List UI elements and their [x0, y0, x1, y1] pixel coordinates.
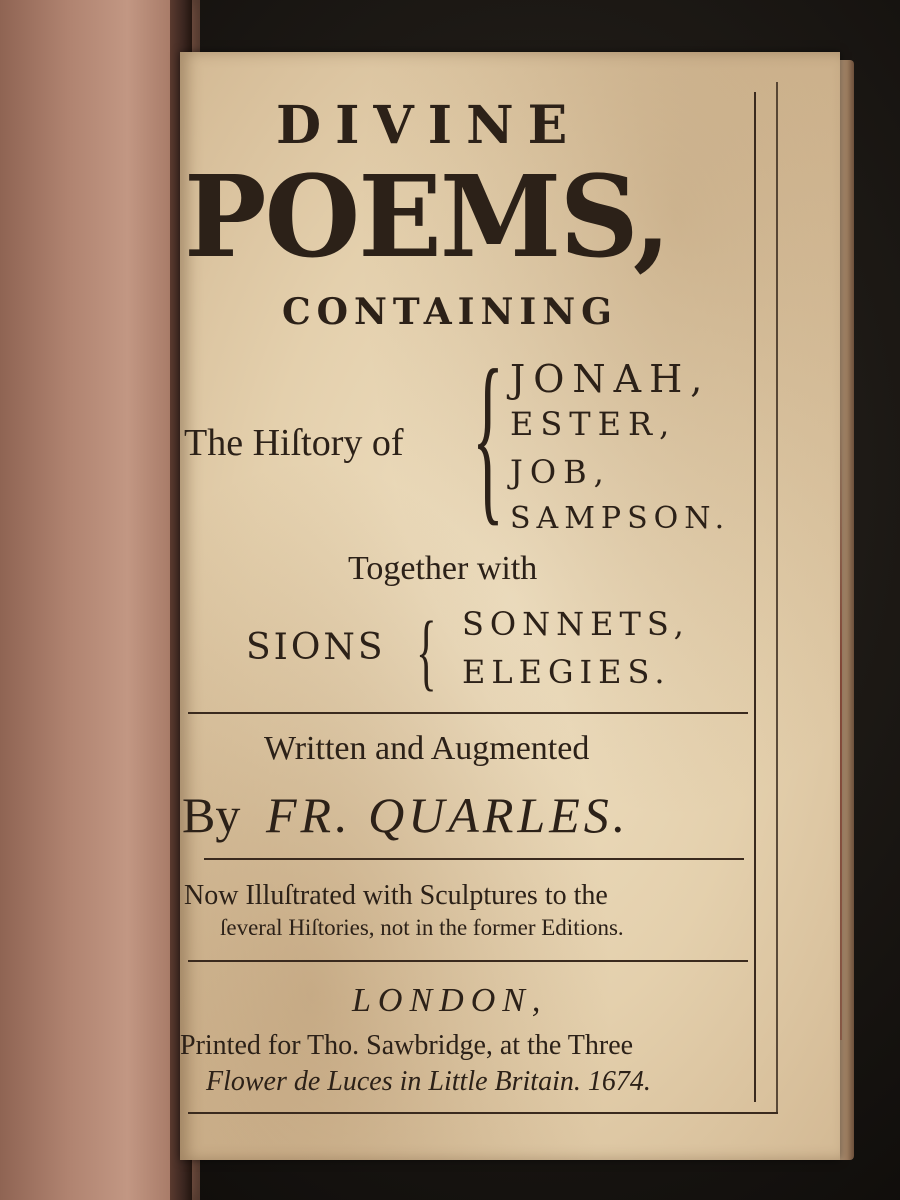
- bottom-rule: [188, 1112, 778, 1114]
- imprint-line-2: Flower de Luces in Little Britain. 1674.: [206, 1066, 651, 1097]
- history-label: The Hiſtory of: [184, 422, 404, 464]
- right-border-rule: [754, 92, 756, 1102]
- left-endpaper: [0, 0, 170, 1200]
- right-border-rule-outer: [776, 82, 778, 1112]
- title-line-poems: POEMS,: [184, 152, 670, 283]
- written-augmented: Written and Augmented: [264, 730, 590, 767]
- imprint-city: LONDON,: [352, 982, 548, 1019]
- history-item-ester: ESTER,: [510, 405, 677, 443]
- title-line-containing: CONTAINING: [282, 291, 618, 333]
- sions-item-elegies: ELEGIES.: [462, 653, 671, 691]
- author-name: FR. QUARLES.: [266, 787, 630, 843]
- divider-rule-1: [188, 712, 748, 714]
- divider-rule-3: [188, 960, 748, 962]
- sions-item-sonnets: SONNETS,: [462, 605, 690, 643]
- illustrated-line-1: Now Illuſtrated with Sculptures to the: [184, 880, 608, 911]
- together-with: Together with: [348, 550, 538, 587]
- history-item-job: JOB,: [510, 453, 611, 491]
- title-line-divine: DIVINE: [276, 95, 582, 156]
- sions-label: SIONS: [246, 627, 386, 668]
- illustrated-line-2: ſeveral Hiſtories, not in the former Editions.: [220, 915, 624, 940]
- history-item-jonah: JONAH,: [510, 357, 711, 401]
- title-page: [180, 52, 840, 1160]
- divider-rule-2: [204, 858, 744, 860]
- sions-brace: {: [416, 603, 437, 699]
- history-brace: {: [472, 332, 504, 542]
- imprint-line-1: Printed for Tho. Sawbridge, at the Three: [180, 1030, 634, 1061]
- history-item-sampson: SAMPSON.: [510, 501, 731, 536]
- author-by: By: [182, 787, 241, 843]
